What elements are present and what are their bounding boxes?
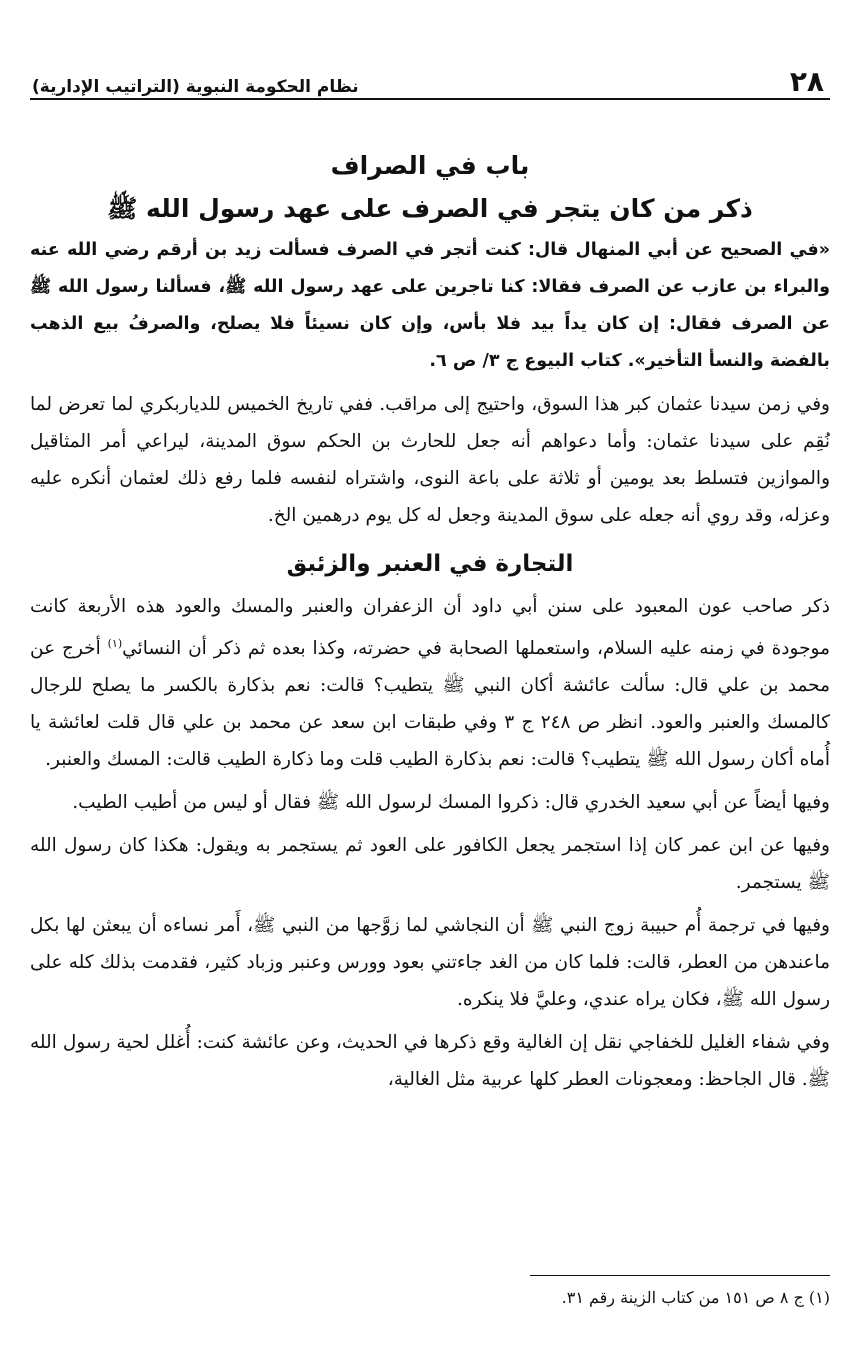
paragraph-perfumes-part2: أخرج عن محمد بن علي قال: سألت عائشة أكان النبي ﷺ يتطيب؟ قالت: نعم بذكارة بالكسر ما يصلح للرجال كالمسك والعنبر والعود. انظر ص ٢٤٨ ج ٣ وفي طبقات ابن سعد عن محمد بن علي قال قلت لعائشة يا أُماه أكان رسول الله ﷺ يتطيب؟ قالت: نعم بذكارة الطيب قلت وما ذكارة الطيب قالت: المسك والعنبر. — [30, 638, 831, 771]
paragraph-camphor: وفيها عن ابن عمر كان إذا استجمر يجعل الكافور على العود ثم يستجمر به ويقول: هكذا كان رسول الله ﷺ يستجمر. — [30, 835, 830, 894]
subheading: ذكر من كان يتجر في الصرف على عهد رسول الله ﷺ — [107, 194, 753, 223]
footnote-divider — [530, 1275, 830, 1276]
paragraph-perfumes-part1: ذكر صاحب عون المعبود على سنن أبي داود أن الزعفران والعنبر والمسك والعود هذه الأربعة كانت موجودة في زمنه عليه السلام، واستعملها الصحابة في حضرته، وكذا بعده ثم ذكر أن النسائي — [30, 596, 830, 660]
paragraph-musk: وفيها أيضاً عن أبي سعيد الخدري قال: ذكروا المسك لرسول الله ﷺ فقال أو ليس من أطيب الطيب. — [72, 792, 830, 814]
running-title: نظام الحكومة النبوية (التراتيب الإدارية) — [32, 77, 359, 97]
section-heading: التجارة في العنبر والزئبق — [286, 551, 574, 577]
paragraph-ghaliya: وفي شفاء الغليل للخفاجي نقل إن الغالية وقع ذكرها في الحديث، وعن عائشة كنت: أُغلل لحية رسول الله ﷺ. قال الجاحظ: ومعجونات العطر كلها عربية مثل الغالية، — [30, 1032, 830, 1091]
paragraph-umm-habiba: وفيها في ترجمة أُم حبيبة زوج النبي ﷺ أن النجاشي لما زوَّجها من النبي ﷺ، أَمر نساءه أن يبعثن لها بكل ماعندهن من العطر، قالت: فلما كان من الغد جاءتني بعود وورس وعنبر وزباد كثير، فقدمت بذلك كله على رسول الله ﷺ، فكان يراه عندي، وعليَّ فلا ينكره. — [30, 915, 830, 1011]
hadith-paragraph: «في الصحيح عن أبي المنهال قال: كنت أتجر في الصرف فسألت زيد بن أرقم رضي الله عنه والبراء بن عازب عن الصرف فقالا: كنا تاجرين على عهد رسول الله ﷺ، فسألنا رسول الله ﷺ عن الصرف فقال: إن كان يداً بيد فلا بأس، وإن كان نسيئاً فلا يصلح، والصرفُ بيع الذهب بالفضة والنسأ التأخير». كتاب البيوع ج ٣/ ص ٦. — [30, 240, 830, 371]
footnote-marker: (١) — [107, 637, 123, 650]
page-number: ٢٨ — [789, 65, 824, 98]
paragraph-othman-market: وفي زمن سيدنا عثمان كبر هذا السوق، واحتيج إلى مراقب. ففي تاريخ الخميس للدياربكري لما تعرض لما نُقِم على سيدنا عثمان: وأما دعواهم أنه جعل للحارث بن الحكم سوق المدينة، ليراعي أمر المثاقيل والموازين فتسلط بعد يومين أو ثلاثة على باعة النوى، واشتراه لنفسه فلما رفع ذلك لعثمان أنكره عليه وعزله، وقد روي أنه جعله على سوق المدينة وجعل له كل يوم درهمين الخ. — [30, 394, 830, 526]
paragraph-perfumes — [30, 588, 830, 778]
book-page — [30, 52, 830, 1342]
page-header — [30, 52, 830, 100]
footnote: (١) ج ٨ ص ١٥١ من كتاب الزينة رقم ٣١. — [561, 1288, 830, 1307]
chapter-heading: باب في الصراف — [330, 151, 530, 180]
